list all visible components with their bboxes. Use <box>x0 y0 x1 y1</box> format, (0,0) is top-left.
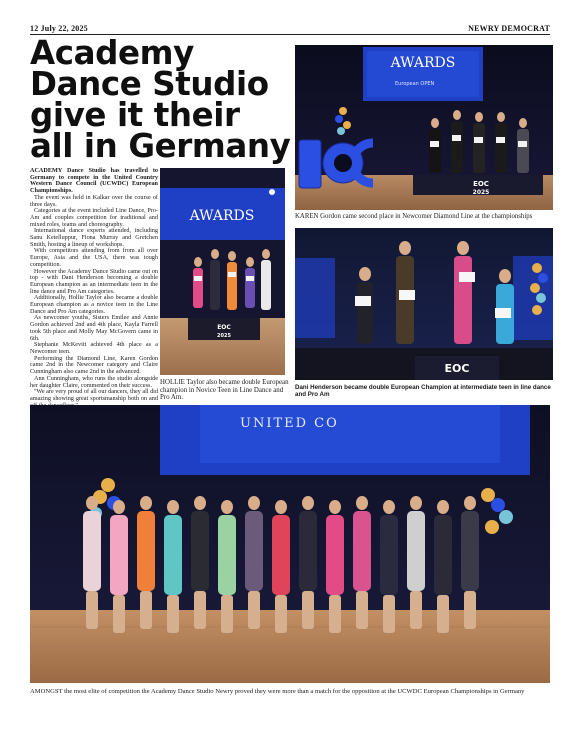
banner-sub-text: European OPEN <box>395 81 435 87</box>
dancer-legs <box>329 595 341 633</box>
dancer-legs <box>194 591 206 629</box>
arch-text: UNITED CO <box>240 416 339 431</box>
dancer-head <box>140 496 152 510</box>
dancer-outfit <box>218 515 236 595</box>
article-paragraph: International dance experts attended, including Sanu Ketelluppur, Fiona Murray and Gretchen Smith, hosting a lineup of workshops. <box>30 227 158 248</box>
dancer-legs <box>383 595 395 633</box>
dancer-legs <box>302 591 314 629</box>
article-paragraph: Ann Cunningham, who runs the studio alongside her daughter Claire, commented on their success. <box>30 374 158 389</box>
dancer-head <box>167 500 179 514</box>
dancer-outfit <box>407 511 425 591</box>
dancer-outfit <box>353 511 371 591</box>
caption-dani: Dani Henderson became double European Champion at intermediate teen in line dance and Pro Am <box>295 384 551 398</box>
dancer-head <box>248 496 260 510</box>
article-paragraph: With competitors attending from from all over Europe, Asia and the USA, there was tough competition. <box>30 247 158 268</box>
stage-year-text: 2025 <box>472 189 490 196</box>
dancer-legs <box>464 591 476 629</box>
dancer-outfit <box>461 511 479 591</box>
dancer-legs <box>437 595 449 633</box>
caption-karen: KAREN Gordon came second place in Newcomer Diamond Line at the championships <box>295 213 533 220</box>
dancer-head <box>464 496 476 510</box>
dancer-outfit <box>164 515 182 595</box>
dancer-head <box>221 500 233 514</box>
publication-name: NEWRY DEMOCRAT <box>468 24 550 33</box>
dancer-outfit <box>83 511 101 591</box>
article-paragraph: "We are very proud of all our dancers, they all did amazing showing great sportsmanship both on and <box>30 388 158 402</box>
dancer-head <box>329 500 341 514</box>
dancer-legs <box>221 595 233 633</box>
dancer-outfit <box>326 515 344 595</box>
dancer-legs <box>275 595 287 633</box>
dancer-head <box>383 500 395 514</box>
dancer-legs <box>248 591 260 629</box>
stage-logo-text: EOC <box>217 324 231 331</box>
photo-karen-podium <box>295 45 553 210</box>
article-paragraph: Categories at the event included Line Dance, Pro-Am and couples competition for traditional and mixed roles, teams and choreography. <box>30 207 158 228</box>
dancer-outfit <box>245 511 263 591</box>
dancer-legs <box>167 595 179 633</box>
article-paragraph: Performing the Diamond Line, Karen Gordon came 2nd in the Newcomer category and Claire Cunningham also came 2nd in the advanced. <box>30 354 158 376</box>
dancer-outfit <box>137 511 155 591</box>
photo-hollie-podium <box>160 168 285 375</box>
article-body <box>30 168 158 409</box>
dancer-legs <box>410 591 422 629</box>
article-lead: ACADEMY Dance Studio has travelled to Germany to compete in the United Country Western Dance Council (UCWDC) European Championships. <box>30 167 158 195</box>
article-paragraph: Additionally, Hollie Taylor also became a double European champion as a novice teen in the Line Dance and Pro Am categories. <box>30 294 158 315</box>
dancer-head <box>356 496 368 510</box>
dancer-head <box>113 500 125 514</box>
article-headline: Academy Dance Studio give it their all in Germany <box>30 34 291 165</box>
article-paragraph: As newcomer youths, Sisters Emilee and Annie Gordon achieved 2nd and 4th place, Kayla Farrell took 5th place and Molly May McGovern came in 6th. <box>30 314 158 342</box>
stage-logo-text: EOC <box>444 362 470 375</box>
dancer-outfit <box>110 515 128 595</box>
dancer-outfit <box>191 511 209 591</box>
dancer-head <box>410 496 422 510</box>
dancer-legs <box>356 591 368 629</box>
dancer-head <box>275 500 287 514</box>
caption-hollie: HOLLIE Taylor also became double European champion in Novice Teen in Line Dance and Pro Am. <box>160 379 289 402</box>
dancer-head <box>194 496 206 510</box>
photo-group <box>30 405 550 683</box>
dancer-outfit <box>299 511 317 591</box>
awards-banner-text: AWARDS <box>189 208 255 224</box>
stage-year-text: 2025 <box>217 333 231 339</box>
dancer-legs <box>140 591 152 629</box>
dancer-outfit <box>272 515 290 595</box>
article-paragraph: The event was held in Kalkar over the course of three days. <box>30 193 158 208</box>
dancer-head <box>437 500 449 514</box>
dancer-head <box>86 496 98 510</box>
dancer-head <box>302 496 314 510</box>
dancer-legs <box>86 591 98 629</box>
caption-group: AMONGST the most elite of competition the Academy Dance Studio Newry proved they were more than a match for the opposition at the UCWDC European Championships in Germany <box>30 688 525 695</box>
article-paragraph: Stephanie McKevitt achieved 4th place as a Newcomer teen. <box>30 341 158 355</box>
photo-dani-podium <box>295 228 553 380</box>
page-date: 12 July 22, 2025 <box>30 24 88 33</box>
stage-logo-text: EOC <box>473 180 489 188</box>
dancer-outfit <box>434 515 452 595</box>
awards-banner-text: AWARDS <box>390 55 456 71</box>
dancer-legs <box>113 595 125 633</box>
dancer-outfit <box>380 515 398 595</box>
article-paragraph: However the Academy Dance Studio came out on top - with Dani Henderson becoming a double European champion as an intermediate teen in the line dance and Pro Am categories. <box>30 267 158 295</box>
